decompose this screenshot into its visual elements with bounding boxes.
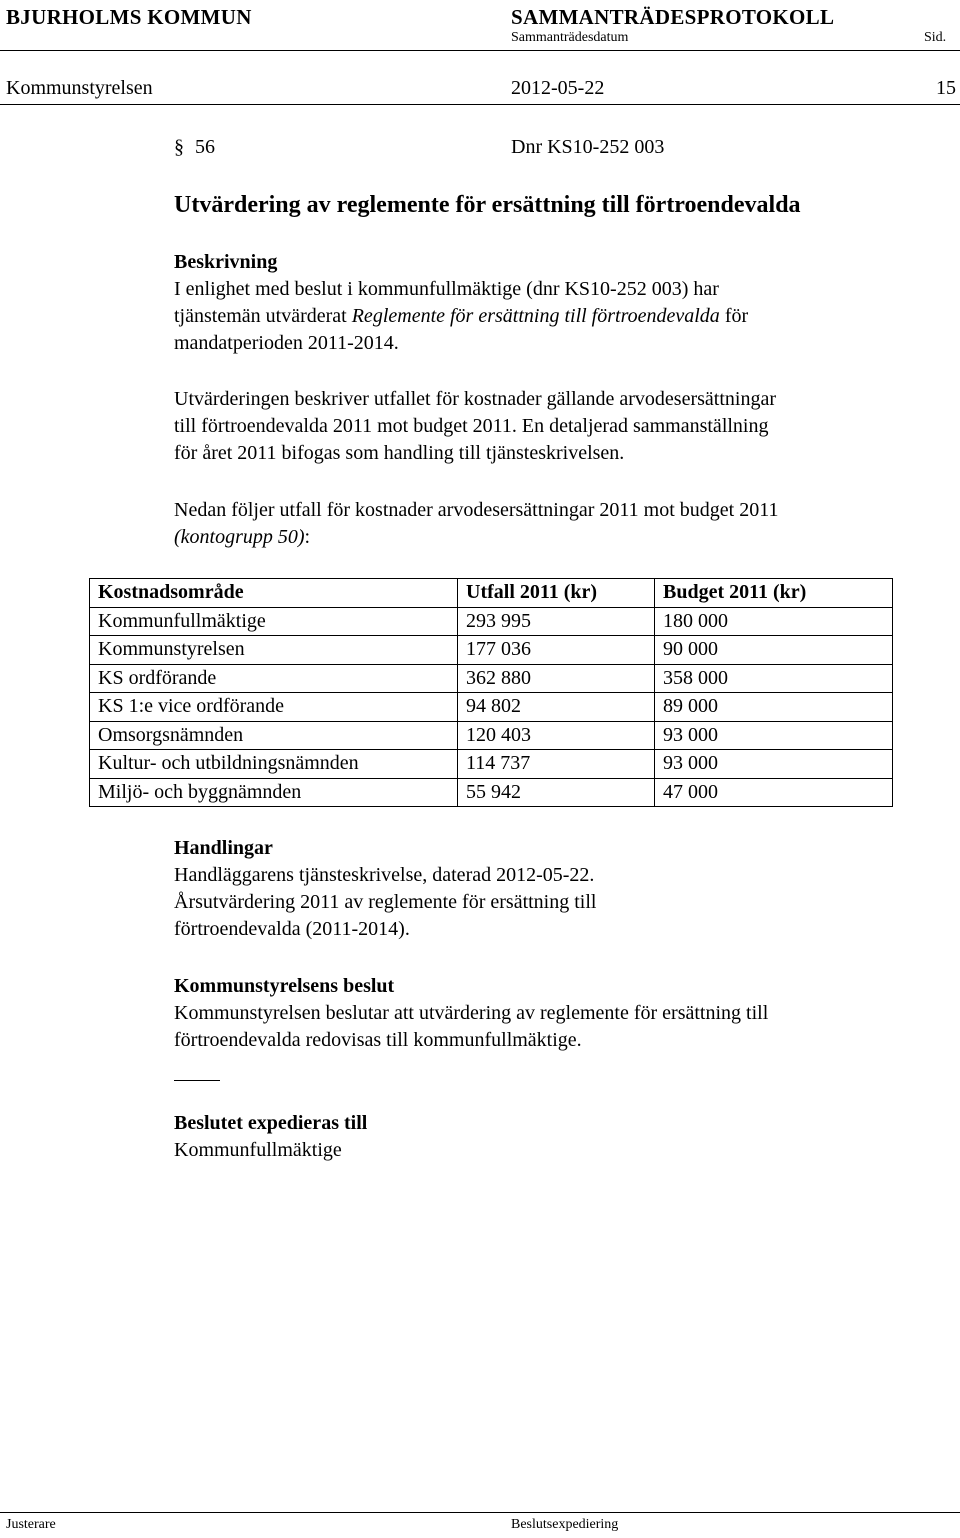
section-line — [174, 136, 215, 159]
evaluation-line1: Utvärderingen beskriver utfallet för kostnader gällande arvodesersättningar — [174, 388, 776, 410]
table-row — [90, 607, 893, 636]
table-intro-paragraph — [174, 497, 778, 551]
documents-line2: Årsutvärdering 2011 av reglemente för ersättning till — [174, 891, 597, 913]
page-label: Sid. — [924, 30, 947, 45]
outcome-cell: 114 737 — [458, 750, 655, 779]
cost-area-cell: Miljö- och byggnämnden — [90, 778, 458, 807]
distribution-section — [174, 1110, 367, 1164]
outcome-cell: 94 802 — [458, 693, 655, 722]
decision-line2: förtroendevalda redovisas till kommunfullmäktige. — [174, 1029, 582, 1051]
footer-dispatch-label: Beslutsexpediering — [511, 1517, 619, 1532]
decision-heading: Kommunstyrelsens beslut — [174, 975, 395, 997]
cost-table — [89, 578, 893, 807]
budget-cell: 93 000 — [655, 721, 893, 750]
p1-line2-text: tjänstemän utvärderat — [174, 305, 352, 327]
cost-area-cell: Kommunstyrelsen — [90, 636, 458, 665]
separator-line — [174, 1080, 220, 1081]
cost-area-cell: Kommunfullmäktige — [90, 607, 458, 636]
decision-section — [174, 973, 768, 1054]
distribution-heading: Beslutet expedieras till — [174, 1112, 368, 1134]
decision-line1: Kommunstyrelsen beslutar att utvärdering av reglemente för ersättning till — [174, 1002, 769, 1024]
documents-section — [174, 835, 596, 943]
footer-rule — [0, 1512, 960, 1513]
outcome-cell: 55 942 — [458, 778, 655, 807]
document-type: SAMMANTRÄDESPROTOKOLL — [511, 5, 835, 29]
evaluation-paragraph — [174, 386, 776, 467]
outcome-cell: 293 995 — [458, 607, 655, 636]
table-row — [90, 721, 893, 750]
meeting-date: 2012-05-22 — [511, 77, 605, 99]
cost-area-cell: KS 1:e vice ordförande — [90, 693, 458, 722]
description-section — [174, 249, 748, 357]
footer-signatory-label: Justerare — [6, 1517, 56, 1532]
diary-number: Dnr KS10-252 003 — [511, 136, 665, 158]
municipality-name: BJURHOLMS KOMMUN — [6, 5, 252, 29]
budget-cell: 90 000 — [655, 636, 893, 665]
header-budget: Budget 2011 (kr) — [655, 579, 893, 608]
distribution-recipient: Kommunfullmäktige — [174, 1139, 342, 1161]
colon: : — [304, 526, 311, 548]
table-row — [90, 693, 893, 722]
board-name: Kommunstyrelsen — [6, 77, 153, 99]
table-header-row — [90, 579, 893, 608]
header-cost-area: Kostnadsområde — [90, 579, 458, 608]
description-heading: Beskrivning — [174, 251, 278, 273]
outcome-cell: 362 880 — [458, 664, 655, 693]
table-row — [90, 664, 893, 693]
budget-cell: 93 000 — [655, 750, 893, 779]
budget-cell: 47 000 — [655, 778, 893, 807]
header-bottom-rule — [0, 104, 960, 105]
header-top-rule — [0, 50, 960, 51]
budget-cell: 180 000 — [655, 607, 893, 636]
documents-line3: förtroendevalda (2011-2014). — [174, 918, 410, 940]
description-p1-line3: mandatperioden 2011-2014. — [174, 332, 399, 354]
budget-cell: 89 000 — [655, 693, 893, 722]
outcome-cell: 177 036 — [458, 636, 655, 665]
cost-area-cell: Omsorgsnämnden — [90, 721, 458, 750]
p1-line2-tail: för — [719, 305, 749, 327]
account-group: (kontogrupp 50) — [174, 526, 305, 548]
evaluation-line2: till förtroendevalda 2011 mot budget 2011. En detaljerad sammanställning — [174, 415, 769, 437]
header-outcome: Utfall 2011 (kr) — [458, 579, 655, 608]
table-row — [90, 636, 893, 665]
evaluation-line3: för året 2011 bifogas som handling till tjänsteskrivelsen. — [174, 442, 625, 464]
section-symbol: § — [174, 136, 184, 158]
table-intro-line2 — [174, 524, 778, 551]
description-p1-line1: I enlighet med beslut i kommunfullmäktige (dnr KS10-252 003) har — [174, 278, 719, 300]
cost-area-cell: Kultur- och utbildningsnämnden — [90, 750, 458, 779]
table-row — [90, 750, 893, 779]
documents-heading: Handlingar — [174, 837, 273, 859]
page-number: 15 — [936, 77, 956, 99]
description-p1-line2 — [174, 303, 748, 330]
regulation-title: Reglemente för ersättning till förtroendevalda — [351, 305, 720, 327]
outcome-cell: 120 403 — [458, 721, 655, 750]
budget-cell: 358 000 — [655, 664, 893, 693]
date-label: Sammanträdesdatum — [511, 30, 629, 45]
page-title: Utvärdering av reglemente för ersättning till förtroendevalda — [174, 192, 801, 218]
section-number: 56 — [195, 136, 215, 158]
table-intro-line1: Nedan följer utfall för kostnader arvodesersättningar 2011 mot budget 2011 — [174, 499, 779, 521]
documents-line1: Handläggarens tjänsteskrivelse, daterad 2012-05-22. — [174, 864, 595, 886]
table-row — [90, 778, 893, 807]
cost-area-cell: KS ordförande — [90, 664, 458, 693]
